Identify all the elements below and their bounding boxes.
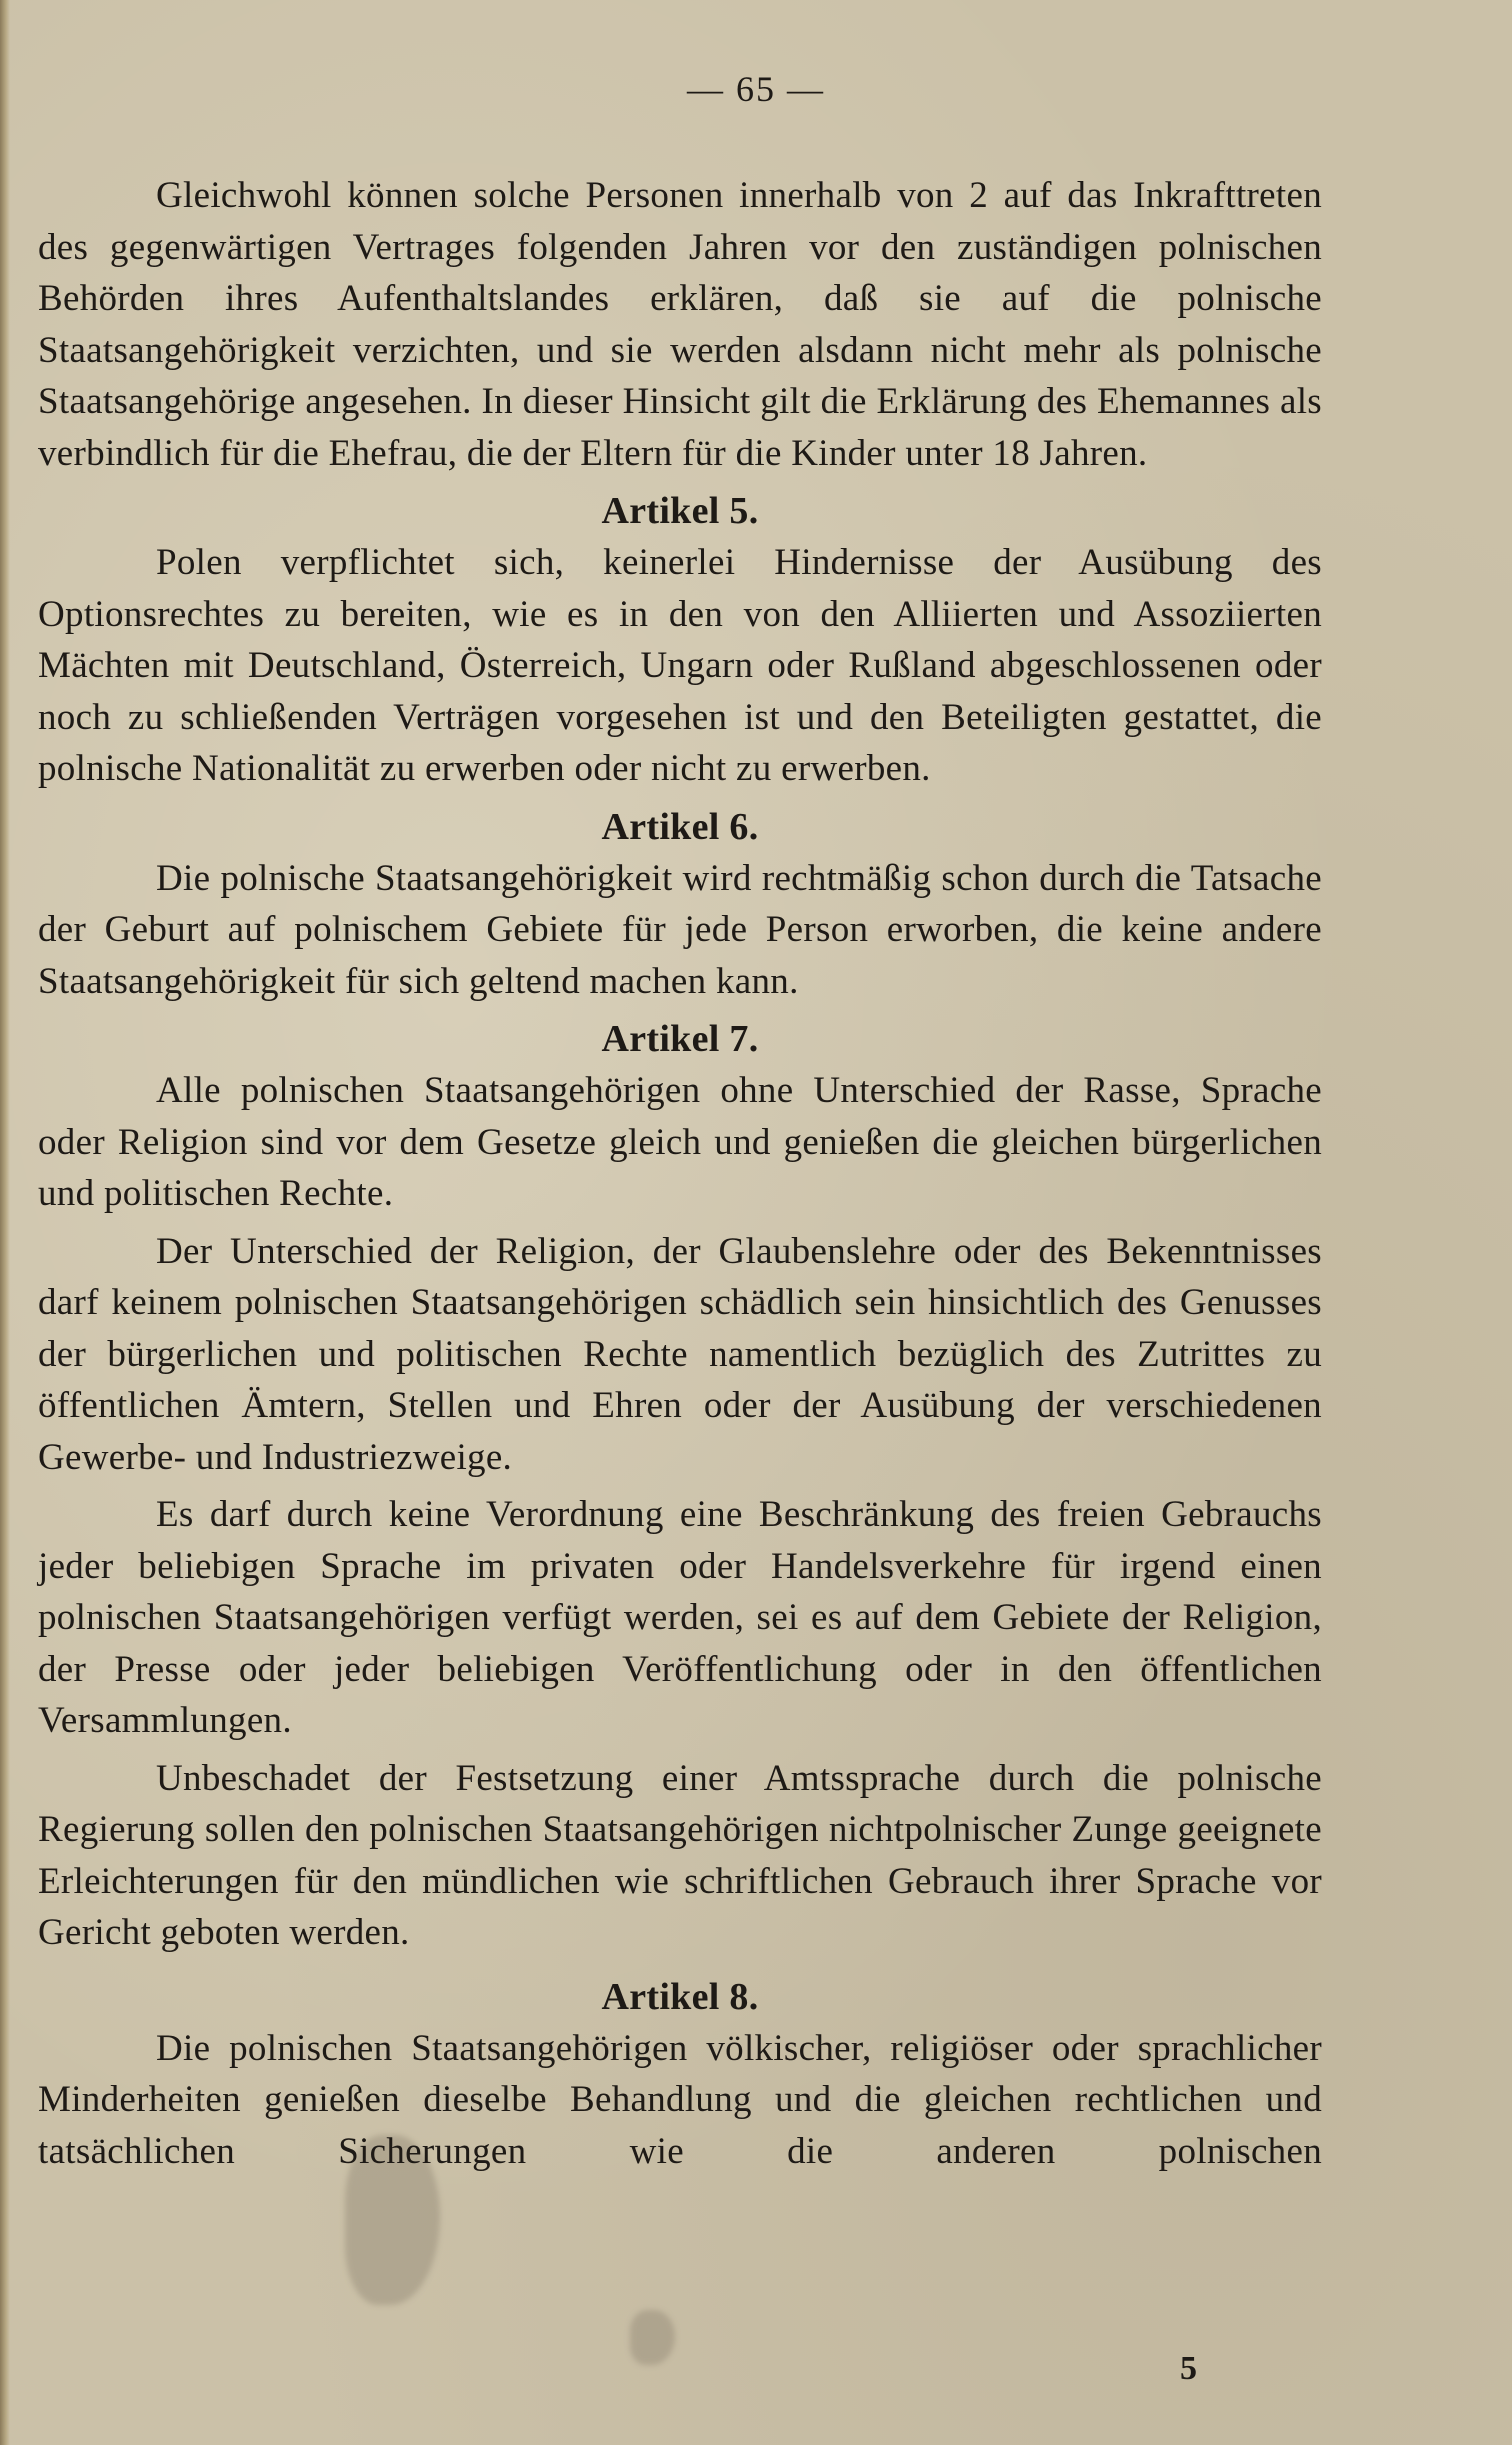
paragraph: Der Unterschied der Religion, der Glaubenslehre oder des Bekenntnisses darf keinem polnischen Staatsangehörigen schädlich sein hinsichtlich des Genusses der bürgerlichen und politischen Rechte namentlich bezüglich des Zutrittes zu öffentlichen Ämtern, Stellen und Ehren oder der Ausübung der verschiedenen Gewerbe- und Industriezweige. [38, 1230, 1322, 1478]
paragraph: Gleichwohl können solche Personen innerhalb von 2 auf das Inkrafttreten des gegenwärtigen Vertrages folgenden Jahren vor den zuständigen polnischen Behörden ihres Aufenthaltslandes erklären, daß sie auf die polnische Staatsangehörigkeit verzichten, und sie werden alsdann nicht mehr als polnische Staatsangehörige angesehen. In dieser Hinsicht gilt die Erklärung des Ehemannes als verbindlich für die Ehefrau, die der Eltern für die Kinder unter 18 Jahren. [38, 175, 1322, 474]
paragraph: Alle polnischen Staatsangehörigen ohne Unterschied der Rasse, Sprache oder Religion sind vor dem Gesetze gleich und genießen die gleichen bürgerlichen und politischen Rechte. [38, 1070, 1322, 1214]
section-intro [38, 170, 1322, 479]
paragraph: Unbeschadet der Festsetzung einer Amtssprache durch die polnische Regierung sollen den polnischen Staatsangehörigen nichtpolnischer Zunge geeignete Erleichterungen für den mündlichen wie schriftlichen Gebrauch ihrer Sprache vor Gericht geboten werden. [38, 1757, 1322, 1953]
paragraph: Die polnische Staatsangehörigkeit wird rechtmäßig schon durch die Tatsache der Geburt auf polnischem Gebiete für jede Person erworben, die keine andere Staatsangehörigkeit für sich geltend machen kann. [38, 857, 1322, 1002]
paragraph: Die polnischen Staatsangehörigen völkischer, religiöser oder sprachlicher Minderheiten genießen dieselbe Behandlung und die gleichen rechtlichen und tatsächlichen Sicherungen wie die anderen polnischen [38, 2027, 1322, 2172]
article-heading: Artikel 8. [601, 1975, 759, 2018]
page-binding-edge [0, 0, 10, 2445]
paragraph: Polen verpflichtet sich, keinerlei Hindernisse der Ausübung des Optionsrechtes zu bereiten, wie es in den von den Alliierten und Assoziierten Mächten mit Deutschland, Österreich, Ungarn oder Rußland abgeschlossenen oder noch zu schließenden Verträgen vorgesehen ist und den Beteiligten gestattet, die polnische Nationalität zu erwerben oder nicht zu erwerben. [38, 542, 1322, 789]
signature-mark: 5 [1180, 2350, 1197, 2387]
section-artikel-8 [38, 1971, 1322, 2178]
section-artikel-7 [38, 1013, 1322, 1959]
document-body [38, 170, 1322, 2177]
article-heading: Artikel 5. [601, 490, 759, 532]
article-heading: Artikel 7. [601, 1018, 759, 1060]
section-artikel-6 [38, 801, 1322, 1008]
page-number: — 65 — [687, 69, 825, 109]
section-artikel-5 [38, 485, 1322, 795]
paragraph: Es darf durch keine Verordnung eine Beschränkung des freien Gebrauchs jeder beliebigen Sprache im privaten oder Handelsverkehre für irgend einen polnischen Staatsangehörigen verfügt werden, sei es auf dem Gebiete der Religion, der Presse oder jeder beliebigen Veröffentlichung oder in den öffentlichen Versammlungen. [38, 1494, 1322, 1741]
paper-stain [630, 2310, 675, 2365]
article-heading: Artikel 6. [601, 805, 759, 848]
